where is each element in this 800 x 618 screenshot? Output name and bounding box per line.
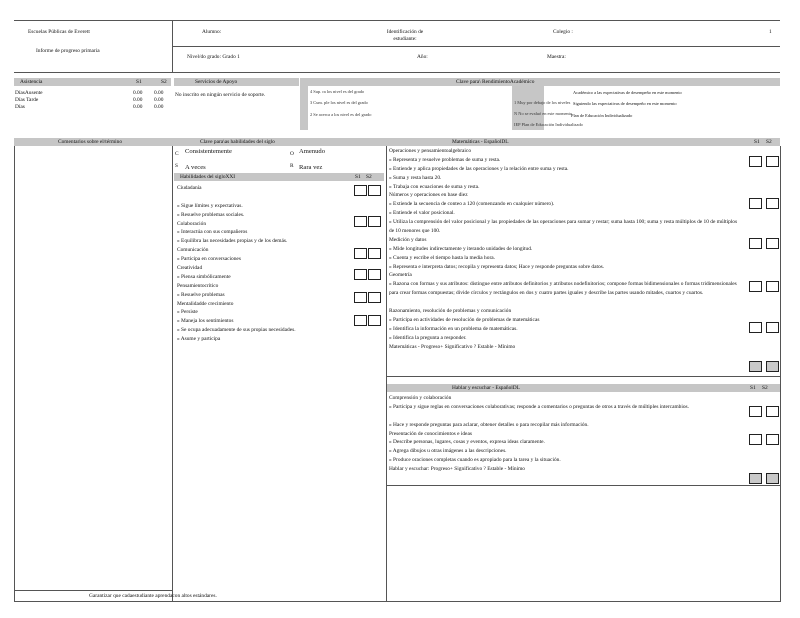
math-grade-box-s1 <box>749 322 762 333</box>
key-letter-o: O <box>290 151 294 157</box>
key-letter-r: R <box>290 163 294 169</box>
skills21-line: » Resuelve problemas sociales. <box>177 211 245 218</box>
skills21-line: Colaboración <box>177 220 207 227</box>
math-line: » Entiende y aplica propiedades de las operaciones y la relación entre suma y resta. <box>389 165 569 172</box>
attendance-row-tardy-label: Días Tarde <box>15 97 39 103</box>
comments-footer-rule <box>14 590 172 591</box>
comments-title: Comentarios sobre el/término <box>58 139 123 145</box>
math-s2-header: S2 <box>766 139 772 145</box>
key-level-3: 3 Cum. ple los nivel es del grado <box>310 100 368 105</box>
math-s1-header: S1 <box>754 139 760 145</box>
speaking-line: » Agrega dibujos u otras imágenes a las descripciones. <box>389 448 507 455</box>
header-top-rule <box>14 20 780 21</box>
skills21-line: Ciudadanía <box>177 185 202 191</box>
math-grade-box-s1 <box>749 238 762 249</box>
college-label: Colegio : <box>553 29 573 35</box>
math-line: » Cuenta y escribe el tiempo hasta la media hora. <box>389 254 495 261</box>
speaking-end-rule <box>387 485 780 486</box>
math-grade-box-s2 <box>766 281 779 292</box>
math-line: » Participa en actividades de resolución de problemas de matemáticas <box>389 316 540 323</box>
key-text-rarely: Rara vez <box>299 164 323 171</box>
skills21-list <box>177 184 347 344</box>
left-border <box>14 146 15 602</box>
math-line: » Trabaja con ecuaciones de suma y resta. <box>389 183 480 190</box>
speaking-line: » Hace y responde preguntas para aclarar, obtener detalles o para recopilar más información. <box>389 421 589 428</box>
math-line: Razonamiento, resolución de problemas y comunicación <box>389 308 512 315</box>
skill-grade-box-s1 <box>354 292 367 303</box>
header-bottom-rule <box>14 72 780 73</box>
skills21-line: Pensamientocrítico <box>177 282 219 289</box>
math-line: » Representa e interpreta datos; recopila y representa datos; Hace y responde preguntas sobre datos. <box>389 263 605 270</box>
speaking-line: Hablar y escuchar: Progreso+ Significativo ? Estable - Mínimo <box>389 466 525 473</box>
skill-grade-box-s1 <box>354 248 367 259</box>
math-line: Medición y datos <box>389 236 427 243</box>
comments-divider <box>172 146 173 602</box>
skills21-s1-header: S1 <box>355 174 361 180</box>
math-title: Matemáticas - EspañolDL <box>452 139 509 145</box>
speaking-s2-header: S2 <box>762 385 768 391</box>
speaking-overall-box-s2 <box>766 473 779 484</box>
math-overall-box-s1 <box>749 361 762 372</box>
math-line: Geometría <box>389 272 412 279</box>
student-label: Alumno: <box>202 29 222 35</box>
speaking-line: » Describe personas, lugares, cosas y eventos, expresa ideas claramente. <box>389 439 545 446</box>
attendance-row-tardy-s2: 0.00 <box>154 97 164 103</box>
key-level-4: 4 Sup. ra los nivel es del grado <box>310 89 365 94</box>
attendance-s1-header: S1 <box>136 79 142 85</box>
skill-grade-box-s2 <box>368 292 381 303</box>
math-line: » Entiende el valor posicional. <box>389 210 455 217</box>
teacher-label: Maestra: <box>547 54 566 60</box>
skills21-line: » Interactúa con sus compañeros <box>177 229 248 236</box>
skill-grade-box-s1 <box>354 216 367 227</box>
key-text-often: Amenudo <box>299 148 326 155</box>
math-line: Números y operaciones en base diez <box>389 192 468 199</box>
key-col-a-shade <box>300 86 308 130</box>
speaking-list <box>389 394 741 474</box>
speaking-line: » Participa y sigue reglas en conversaciones colaborativas; responde a comentarios o preguntas de otros a través de múltiples intercambios. <box>389 403 689 410</box>
grade-level: Nivel/do grado: Grado 1 <box>187 54 240 60</box>
math-overall-box-s2 <box>766 361 779 372</box>
attendance-row-days-s2: 0.00 <box>154 104 164 110</box>
math-line: » Utiliza la comprensión del valor posicional y las propiedades de las operaciones para sumar y restar; suma hasta 100; suma y resta múltiplos de 10 de múltiplos de 10 menores que 100. <box>389 219 738 235</box>
key-text-sometimes: A veces <box>185 164 206 171</box>
speaking-grade-box-s1 <box>749 434 762 445</box>
attendance-row-absent-label: DíasAusente <box>15 90 43 96</box>
skill-grade-box-s1 <box>354 315 367 326</box>
key-line-1: Académico a las expectativas de desempeño en este momento <box>573 90 682 95</box>
attendance-row-days-label: Días <box>15 104 25 110</box>
math-line: » Representa y resuelve problemas de suma y resta. <box>389 156 501 163</box>
math-list <box>389 147 741 352</box>
speaking-title: Hablar y escuchar - EspañolDL <box>452 385 520 391</box>
attendance-row-days-s1: 0.00 <box>133 104 143 110</box>
skills21-line: » Resuelve problemas <box>177 291 225 298</box>
attendance-s2-header: S2 <box>161 79 167 85</box>
key-level-iep: IEP Plan de Educación Individualizado <box>514 122 583 127</box>
math-grade-box-s1 <box>749 156 762 167</box>
math-line: » Identifica la pregunta a responder. <box>389 334 467 341</box>
header-mid-rule <box>172 46 780 47</box>
skill-grade-box-s2 <box>368 315 381 326</box>
speaking-grade-box-s2 <box>766 434 779 445</box>
math-line: » Razona con formas y sus atributos: distingue entre atributos definitorios y atributos nodefinitorios; compone formas bidimensionales o formas tridimensionales para crear formas compuestas; divide círculos y rectángulos en dos y cuatro partes iguales y describe las partes usando mitades, cuartos y cuartos. <box>389 281 737 297</box>
key-line-2: Siguiendo las expectativas de desempeño en este momento <box>573 101 677 106</box>
skill-grade-box-s1 <box>354 269 367 280</box>
math-divider <box>386 146 387 602</box>
attendance-title: Asistencia <box>20 79 43 85</box>
key-line-3: Plan de Educación Individualizado <box>571 113 633 118</box>
year-label: Año: <box>417 54 428 60</box>
speaking-grade-box-s1 <box>749 406 762 417</box>
skills21-line: Mentalidadde crecimiento <box>177 300 234 307</box>
math-grade-box-s2 <box>766 322 779 333</box>
skills21-line: » Equilibra las necesidades propias y de los demás. <box>177 238 288 245</box>
bottom-rule <box>14 601 780 602</box>
speaking-header-bar <box>387 384 780 392</box>
support-title: Servicios de Apoyo <box>195 79 238 85</box>
skill-grade-box-s2 <box>368 248 381 259</box>
math-grade-box-s2 <box>766 156 779 167</box>
key-letter-s: S <box>175 163 178 169</box>
skills21-line: » Persiste <box>177 309 198 316</box>
skills21-title: Habilidades del sigloXXI <box>180 174 236 180</box>
attendance-row-tardy-s1: 0.00 <box>133 97 143 103</box>
key-level-2: 2 Se acerca a los nivel es del grado <box>310 112 372 117</box>
skill-grade-box-s1 <box>354 185 367 196</box>
skills21-line: » Asume y participa <box>177 336 221 343</box>
skill-grade-box-s2 <box>368 216 381 227</box>
math-line: Operaciones y pensamientoalgebraico <box>389 148 472 154</box>
performance-key-title: Clave para\ RendimientoAcadémico <box>456 79 535 85</box>
skills21-line: » Maneja los sentimientos <box>177 318 234 325</box>
skills21-line: Comunicación <box>177 247 209 254</box>
math-grade-box-s2 <box>766 198 779 209</box>
math-end-rule <box>387 376 780 377</box>
speaking-s1-header: S1 <box>750 385 756 391</box>
math-grade-box-s2 <box>766 238 779 249</box>
school-name: Escuelas Públicas de Everett <box>28 29 90 35</box>
skills21-line: » Sigue límites y expectativas. <box>177 202 243 209</box>
skills-key-title: Clave para\as habilidades del siglo <box>200 139 275 145</box>
section-header-bar <box>14 138 780 146</box>
skill-grade-box-s2 <box>368 185 381 196</box>
skills21-line <box>177 193 347 202</box>
report-title: Informe de progreso primaria <box>36 48 100 54</box>
right-border <box>780 146 781 602</box>
speaking-grade-box-s2 <box>766 406 779 417</box>
skill-grade-box-s2 <box>368 269 381 280</box>
page-number: 1 <box>769 29 772 35</box>
key-level-1: 1 Muy por debajo de los niveles <box>514 100 571 105</box>
skills21-line: » Se ocupa adecuadamente de sus propias necesidades. <box>177 327 296 334</box>
skills21-line: » Piensa simbólicamente <box>177 273 231 280</box>
key-text-consistently: Consistentemente <box>185 148 232 155</box>
key-header-bar <box>300 78 780 86</box>
math-grade-box-s1 <box>749 281 762 292</box>
math-line: Matemáticas - Progreso+ Significativo ? Estable - Mínimo <box>389 343 516 350</box>
attendance-row-absent-s2: 0.00 <box>154 90 164 96</box>
skills21-s2-header: S2 <box>366 174 372 180</box>
math-grade-box-s1 <box>749 198 762 209</box>
speaking-line: Comprensión y colaboración <box>389 395 452 401</box>
math-line: » Mide longitudes indirectamente y iterando unidades de longitud. <box>389 245 533 252</box>
attendance-row-absent-s1: 0.00 <box>133 90 143 96</box>
comments-footer: Garantizar que cadaestudiante aprendacon altos estándares. <box>89 593 217 599</box>
student-id-label: Identificación de estudiante: <box>386 29 424 42</box>
speaking-line: Presentación de conocimientos e ideas <box>389 430 472 437</box>
math-line: » Identifica la información en un problema de matemáticas. <box>389 325 518 332</box>
math-line: » Suma y resta hasta 20. <box>389 174 442 181</box>
speaking-line: » Produce oraciones completas cuando es apropiado para la tarea y la situación. <box>389 457 561 464</box>
math-line: » Extiende la secuencia de conteo a 120 (comenzando en cualquier número). <box>389 201 555 208</box>
skills21-line: » Participa en conversaciones <box>177 256 241 263</box>
support-text: No inscrito en ningún servicio de soporte. <box>175 92 266 98</box>
key-level-n: N No se evaluó en este momento <box>514 111 573 116</box>
key-letter-c: C <box>175 151 179 157</box>
speaking-overall-box-s1 <box>749 473 762 484</box>
skills21-line: Creatividad <box>177 265 203 272</box>
